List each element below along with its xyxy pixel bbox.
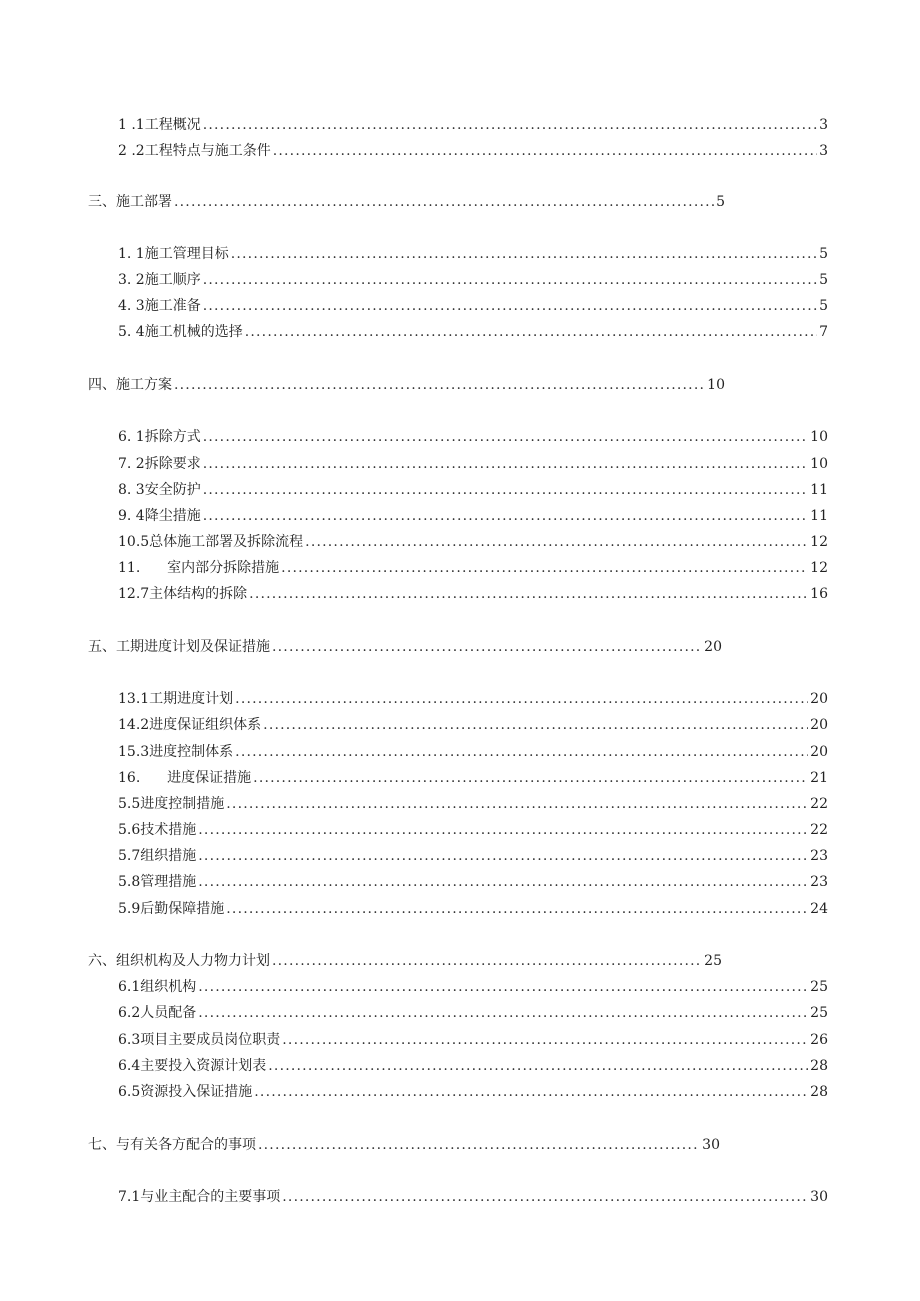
toc-entry-title: 管理措施	[140, 874, 197, 890]
toc-entry-number: 4. 3	[118, 298, 145, 314]
toc-entry-number: 5.8	[118, 874, 141, 890]
toc-leader-dots	[226, 900, 808, 918]
toc-entry[interactable]	[118, 1031, 828, 1049]
toc-leader-dots	[203, 455, 808, 473]
toc-entry-number: 5.6	[118, 822, 141, 838]
toc-leader-dots	[203, 271, 817, 289]
toc-entry-title: 资源投入保证措施	[140, 1084, 253, 1100]
toc-entry-page: 11	[810, 508, 828, 524]
toc-entry[interactable]	[118, 1004, 828, 1022]
toc-entry-number: 七、	[88, 1137, 116, 1153]
toc-entry-page: 20	[810, 744, 828, 760]
toc-leader-dots	[281, 559, 808, 577]
toc-entry-title: 工程特点与施工条件	[144, 143, 271, 159]
toc-entry-page: 20	[810, 691, 828, 707]
toc-entry-title: 组织措施	[140, 848, 197, 864]
toc-entry-number: 9. 4	[118, 508, 145, 524]
toc-entry-page: 20	[810, 717, 828, 733]
toc-entry-number: 六、	[88, 953, 116, 969]
toc-entry-number: 6.4	[118, 1058, 141, 1074]
toc-chapter-entry[interactable]	[88, 952, 722, 970]
toc-entry-number: 13.1	[118, 691, 150, 707]
toc-entry-page: 5	[819, 272, 828, 288]
toc-entry[interactable]	[118, 116, 828, 134]
toc-entry-page: 16	[810, 586, 828, 602]
toc-entry-title: 进度保证组织体系	[149, 717, 262, 733]
toc-entry-title: 进度保证措施	[167, 770, 252, 786]
toc-leader-dots	[253, 769, 808, 787]
toc-leader-dots	[245, 323, 817, 341]
toc-entry[interactable]	[118, 428, 828, 446]
toc-entry-title: 施工机械的选择	[144, 324, 243, 340]
toc-entry-number: 6.3	[118, 1032, 141, 1048]
toc-leader-dots	[198, 821, 808, 839]
toc-chapter-entry[interactable]	[88, 1136, 720, 1154]
toc-entry-title: 施工准备	[144, 298, 201, 314]
toc-leader-dots	[203, 507, 808, 525]
toc-entry-page: 23	[810, 848, 828, 864]
toc-leader-dots	[198, 873, 808, 891]
toc-entry-number: 四、	[88, 377, 116, 393]
toc-entry-title: 施工方案	[116, 377, 172, 393]
toc-entry-page: 12	[810, 534, 828, 550]
toc-entry-number: 12.7	[118, 586, 150, 602]
toc-entry[interactable]	[118, 847, 828, 865]
toc-leader-dots	[258, 1136, 700, 1154]
toc-leader-dots	[282, 1031, 808, 1049]
toc-entry[interactable]	[118, 900, 828, 918]
toc-entry[interactable]	[118, 716, 828, 734]
toc-entry-title: 施工部署	[116, 194, 172, 210]
toc-entry-page: 7	[819, 324, 828, 340]
toc-entry-number: 3. 2	[118, 272, 145, 288]
toc-entry-number: 1 .1	[118, 117, 145, 133]
toc-entry-number: 14.2	[118, 717, 150, 733]
toc-entry-title: 项目主要成员岗位职责	[140, 1032, 281, 1048]
toc-leader-dots	[226, 795, 808, 813]
toc-leader-dots	[174, 193, 714, 211]
toc-entry-title: 与业主配合的主要事项	[140, 1189, 281, 1205]
toc-chapter-entry[interactable]	[88, 376, 725, 394]
toc-entry-page: 25	[810, 1005, 828, 1021]
toc-entry-page: 12	[810, 560, 828, 576]
toc-entry[interactable]	[118, 585, 828, 603]
toc-entry-page: 20	[704, 639, 722, 655]
toc-entry-title: 组织机构	[140, 979, 197, 995]
toc-leader-dots	[268, 1057, 808, 1075]
toc-chapter-entry[interactable]	[88, 638, 722, 656]
toc-entry[interactable]	[118, 743, 828, 761]
toc-entry-number: 7. 2	[118, 456, 145, 472]
toc-entry-title: 施工顺序	[144, 272, 201, 288]
toc-entry-title: 与有关各方配合的事项	[116, 1137, 256, 1153]
toc-entry-page: 5	[819, 246, 828, 262]
toc-entry-title: 降尘措施	[144, 508, 201, 524]
toc-entry-title: 进度控制措施	[140, 796, 225, 812]
toc-entry-number: 三、	[88, 194, 116, 210]
toc-leader-dots	[254, 1083, 808, 1101]
toc-entry-number: 15.3	[118, 744, 150, 760]
toc-leader-dots	[198, 1004, 808, 1022]
toc-leader-dots	[203, 428, 808, 446]
toc-entry-title: 拆除方式	[144, 429, 201, 445]
toc-leader-dots	[273, 142, 817, 160]
toc-entry[interactable]	[118, 533, 828, 551]
toc-entry[interactable]	[118, 323, 828, 341]
toc-entry-number: 8. 3	[118, 482, 145, 498]
toc-leader-dots	[198, 847, 808, 865]
toc-entry-page: 3	[819, 117, 828, 133]
toc-entry-title: 工期进度计划及保证措施	[116, 639, 270, 655]
toc-entry-page: 10	[810, 429, 828, 445]
toc-entry-page: 25	[704, 953, 722, 969]
toc-entry-number: 2 .2	[118, 143, 145, 159]
toc-entry[interactable]	[118, 142, 828, 160]
toc-entry-page: 28	[810, 1084, 828, 1100]
toc-entry-title: 主要投入资源计划表	[140, 1058, 267, 1074]
toc-leader-dots	[235, 690, 808, 708]
toc-leader-dots	[249, 585, 808, 603]
toc-entry[interactable]	[118, 978, 828, 996]
toc-leader-dots	[305, 533, 808, 551]
toc-entry-number: 6. 1	[118, 429, 145, 445]
toc-entry-number: 6.5	[118, 1084, 141, 1100]
toc-entry-page: 3	[819, 143, 828, 159]
toc-entry-number: 6.1	[118, 979, 141, 995]
toc-entry[interactable]	[118, 795, 828, 813]
toc-entry-number: 5. 4	[118, 324, 145, 340]
toc-entry-title: 主体结构的拆除	[149, 586, 248, 602]
toc-leader-dots	[282, 1188, 808, 1206]
toc-entry[interactable]	[118, 297, 828, 315]
toc-entry-number: 五、	[88, 639, 116, 655]
toc-entry-page: 23	[810, 874, 828, 890]
toc-entry-number: 10.5	[118, 534, 150, 550]
toc-entry-page: 25	[810, 979, 828, 995]
toc-leader-dots	[203, 116, 817, 134]
toc-entry-number: 1. 1	[118, 246, 145, 262]
toc-entry-page: 5	[716, 194, 725, 210]
toc-entry-page: 10	[810, 456, 828, 472]
toc-leader-dots	[272, 952, 702, 970]
toc-entry[interactable]	[118, 481, 828, 499]
toc-leader-dots	[235, 743, 808, 761]
toc-entry-page: 11	[810, 482, 828, 498]
toc-entry-title: 后勤保障措施	[140, 901, 225, 917]
toc-leader-dots	[198, 978, 808, 996]
toc-entry-title: 总体施工部署及拆除流程	[149, 534, 304, 550]
toc-entry[interactable]	[118, 271, 828, 289]
toc-entry-title: 工程概况	[144, 117, 201, 133]
toc-leader-dots	[203, 481, 808, 499]
toc-entry-page: 10	[707, 377, 725, 393]
toc-entry[interactable]	[118, 1188, 828, 1206]
toc-entry[interactable]	[118, 873, 828, 891]
toc-entry[interactable]	[118, 769, 828, 787]
toc-entry-page: 26	[810, 1032, 828, 1048]
toc-entry[interactable]	[118, 690, 828, 708]
toc-leader-dots	[231, 245, 817, 263]
toc-entry-title: 技术措施	[140, 822, 197, 838]
toc-entry-title: 施工管理目标	[144, 246, 229, 262]
toc-entry-number: 6.2	[118, 1005, 141, 1021]
toc-entry-page: 30	[810, 1189, 828, 1205]
toc-entry-title: 进度控制体系	[149, 744, 234, 760]
toc-entry-page: 22	[810, 796, 828, 812]
toc-entry-number: 11.	[118, 560, 150, 576]
toc-entry-number: 16.	[118, 770, 150, 786]
toc-entry-page: 5	[819, 298, 828, 314]
toc-entry-page: 22	[810, 822, 828, 838]
toc-entry[interactable]	[118, 821, 828, 839]
toc-entry-page: 30	[702, 1137, 720, 1153]
toc-entry[interactable]	[118, 245, 828, 263]
toc-entry-page: 21	[810, 770, 828, 786]
toc-entry[interactable]	[118, 507, 828, 525]
toc-entry-page: 24	[810, 901, 828, 917]
toc-entry-number: 5.7	[118, 848, 141, 864]
toc-chapter-entry[interactable]	[88, 193, 725, 211]
toc-leader-dots	[263, 716, 808, 734]
toc-entry-number: 7.1	[118, 1189, 141, 1205]
toc-entry-number: 5.9	[118, 901, 141, 917]
toc-leader-dots	[272, 638, 702, 656]
toc-entry-number: 5.5	[118, 796, 141, 812]
toc-entry[interactable]	[118, 455, 828, 473]
toc-entry-title: 拆除要求	[144, 456, 201, 472]
toc-entry-title: 室内部分拆除措施	[167, 560, 280, 576]
toc-entry-title: 安全防护	[144, 482, 201, 498]
toc-leader-dots	[174, 376, 705, 394]
toc-entry[interactable]	[118, 559, 828, 577]
toc-entry-title: 人员配备	[140, 1005, 197, 1021]
toc-entry-title: 工期进度计划	[149, 691, 234, 707]
toc-entry[interactable]	[118, 1057, 828, 1075]
toc-entry[interactable]	[118, 1083, 828, 1101]
toc-entry-page: 28	[810, 1058, 828, 1074]
toc-entry-title: 组织机构及人力物力计划	[116, 953, 270, 969]
toc-leader-dots	[203, 297, 817, 315]
